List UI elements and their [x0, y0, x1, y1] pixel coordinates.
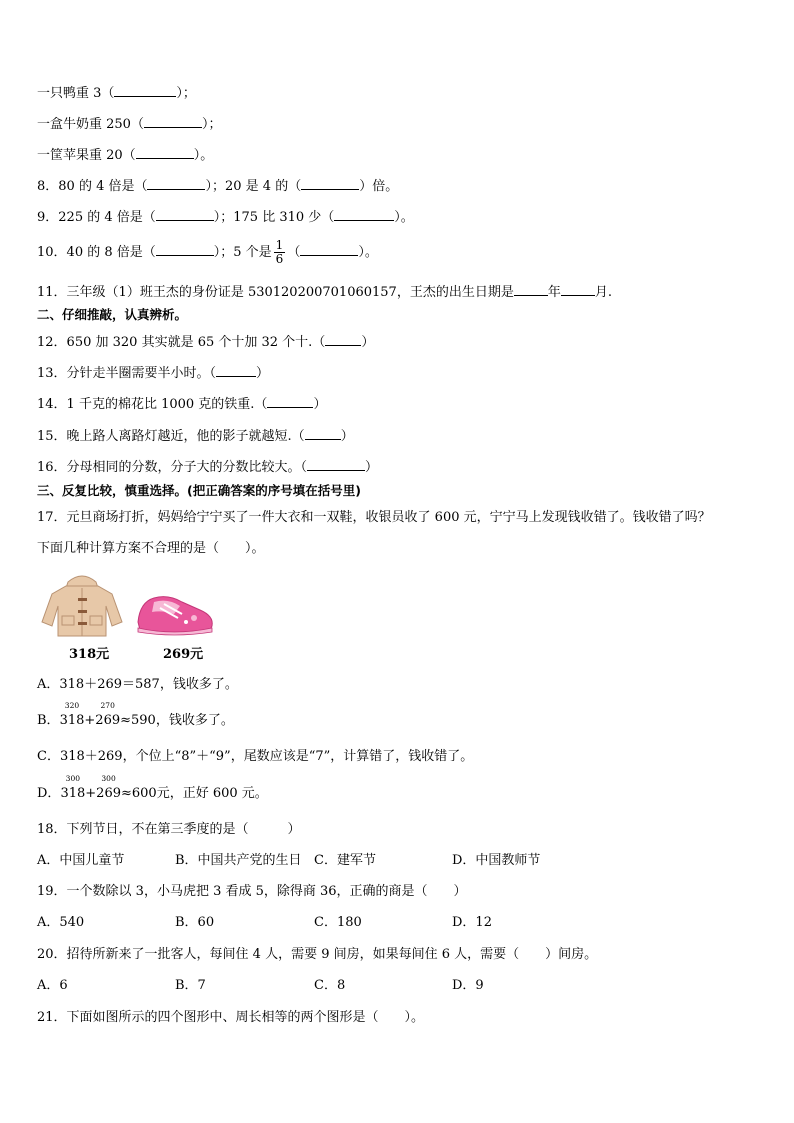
question-13: 13．分针走半圈需要半小时。（ ） [37, 366, 270, 381]
unit-line-apple: 一筐苹果重 20（ ）。 [37, 148, 214, 163]
q20-option-a[interactable]: A．6 [37, 978, 68, 993]
q19-option-c[interactable]: C．180 [314, 915, 362, 930]
answer-blank[interactable] [325, 333, 361, 346]
fraction-one-sixth: $\frac{1}{6}$ [275, 238, 284, 266]
section-3-heading: 三、反复比较，慎重选择。(把正确答案的序号填在括号里) [37, 483, 361, 498]
question-19: 19．一个数除以 3，小马虎把 3 看成 5，除得商 36，正确的商是（ ） [37, 884, 467, 899]
q19-option-b[interactable]: B．60 [175, 915, 215, 930]
option-c[interactable]: C．318＋269，个位上“8”＋“9”，尾数应该是“7”，计算错了，钱收错了。 [37, 749, 474, 764]
question-15: 15．晚上路人离路灯越近，他的影子就越短.（ ） [37, 429, 354, 444]
section-2-heading: 二、仔细推敲，认真辨析。 [37, 307, 188, 322]
answer-blank[interactable] [136, 146, 194, 159]
q18-option-d[interactable]: D．中国教师节 [452, 853, 541, 868]
question-10: 10．40 的 8 倍是（ ）；5 个是 $\frac{1}{6}$ （ ）。 [37, 238, 378, 266]
answer-blank[interactable] [114, 84, 176, 97]
question-17-text: 17．元旦商场打折，妈妈给宁宁买了一件大衣和一双鞋，收银员收了 600 元，宁宁马上发现钱收错了。钱收错了吗？ [37, 510, 711, 525]
question-21: 21．下面如图所示的四个图形中、周长相等的两个图形是（ ）。 [37, 1010, 425, 1025]
shoe-image [134, 592, 216, 636]
answer-blank[interactable] [156, 243, 214, 256]
q20-option-d[interactable]: D．9 [452, 978, 484, 993]
unit-line-milk: 一盒牛奶重 250（ ）； [37, 117, 222, 132]
q18-option-c[interactable]: C．建军节 [314, 853, 376, 868]
estimate-269: 300 269 [96, 774, 121, 801]
q20-option-c[interactable]: C．8 [314, 978, 346, 993]
question-11: 11．三年级（1）班王杰的身份证是 530120200701060157，王杰的出生日期是 年 月. [37, 285, 612, 300]
answer-blank[interactable] [147, 177, 205, 190]
shoe-price: 269元 [163, 647, 204, 662]
question-20: 20．招待所新来了一批客人，每间住 4 人，需要 9 间房，如果每间住 6 人，需要（ ）间房。 [37, 947, 598, 962]
question-16: 16．分母相同的分数，分子大的分数比较大。（ ） [37, 460, 379, 475]
coat-price: 318元 [69, 647, 110, 662]
answer-blank-year[interactable] [514, 283, 548, 296]
q20-option-b[interactable]: B．7 [175, 978, 206, 993]
q19-option-d[interactable]: D．12 [452, 915, 492, 930]
estimate-318: 300 318 [60, 774, 86, 801]
answer-blank[interactable] [267, 395, 313, 408]
estimate-269: 270 269 [95, 701, 121, 728]
coat-image [38, 572, 126, 640]
q18-option-a[interactable]: A．中国儿童节 [37, 853, 125, 868]
option-d[interactable]: D． 300 318+ 300 269≈600元，正好 600 元。 [37, 774, 268, 801]
question-9: 9．225 的 4 倍是（ ）；175 比 310 少（ ）。 [37, 210, 414, 225]
answer-blank[interactable] [156, 208, 214, 221]
answer-blank[interactable] [144, 115, 202, 128]
unit-line-duck: 一只鸭重 3（ ）； [37, 86, 196, 101]
question-14: 14．1 千克的棉花比 1000 克的铁重.（ ） [37, 397, 327, 412]
answer-blank-month[interactable] [561, 283, 595, 296]
option-a[interactable]: A．318＋269＝587，钱收多了。 [37, 677, 238, 692]
q18-option-b[interactable]: B．中国共产党的生日 [175, 853, 302, 868]
answer-blank[interactable] [307, 458, 365, 471]
answer-blank[interactable] [301, 177, 359, 190]
question-17-prompt: 下面几种计算方案不合理的是（ ）。 [37, 541, 265, 556]
answer-blank[interactable] [300, 243, 358, 256]
question-8: 8．80 的 4 倍是（ ）；20 是 4 的（ ）倍。 [37, 179, 399, 194]
option-b[interactable]: B． 320 318+ 270 269≈590，钱收多了。 [37, 701, 234, 728]
estimate-318: 320 318 [59, 701, 85, 728]
answer-blank[interactable] [305, 427, 341, 440]
question-12: 12．650 加 320 其实就是 65 个十加 32 个十.（ ） [37, 335, 375, 350]
answer-blank[interactable] [334, 208, 394, 221]
question-18: 18．下列节日，不在第三季度的是（ ） [37, 822, 301, 837]
q19-option-a[interactable]: A．540 [37, 915, 85, 930]
answer-blank[interactable] [216, 364, 256, 377]
